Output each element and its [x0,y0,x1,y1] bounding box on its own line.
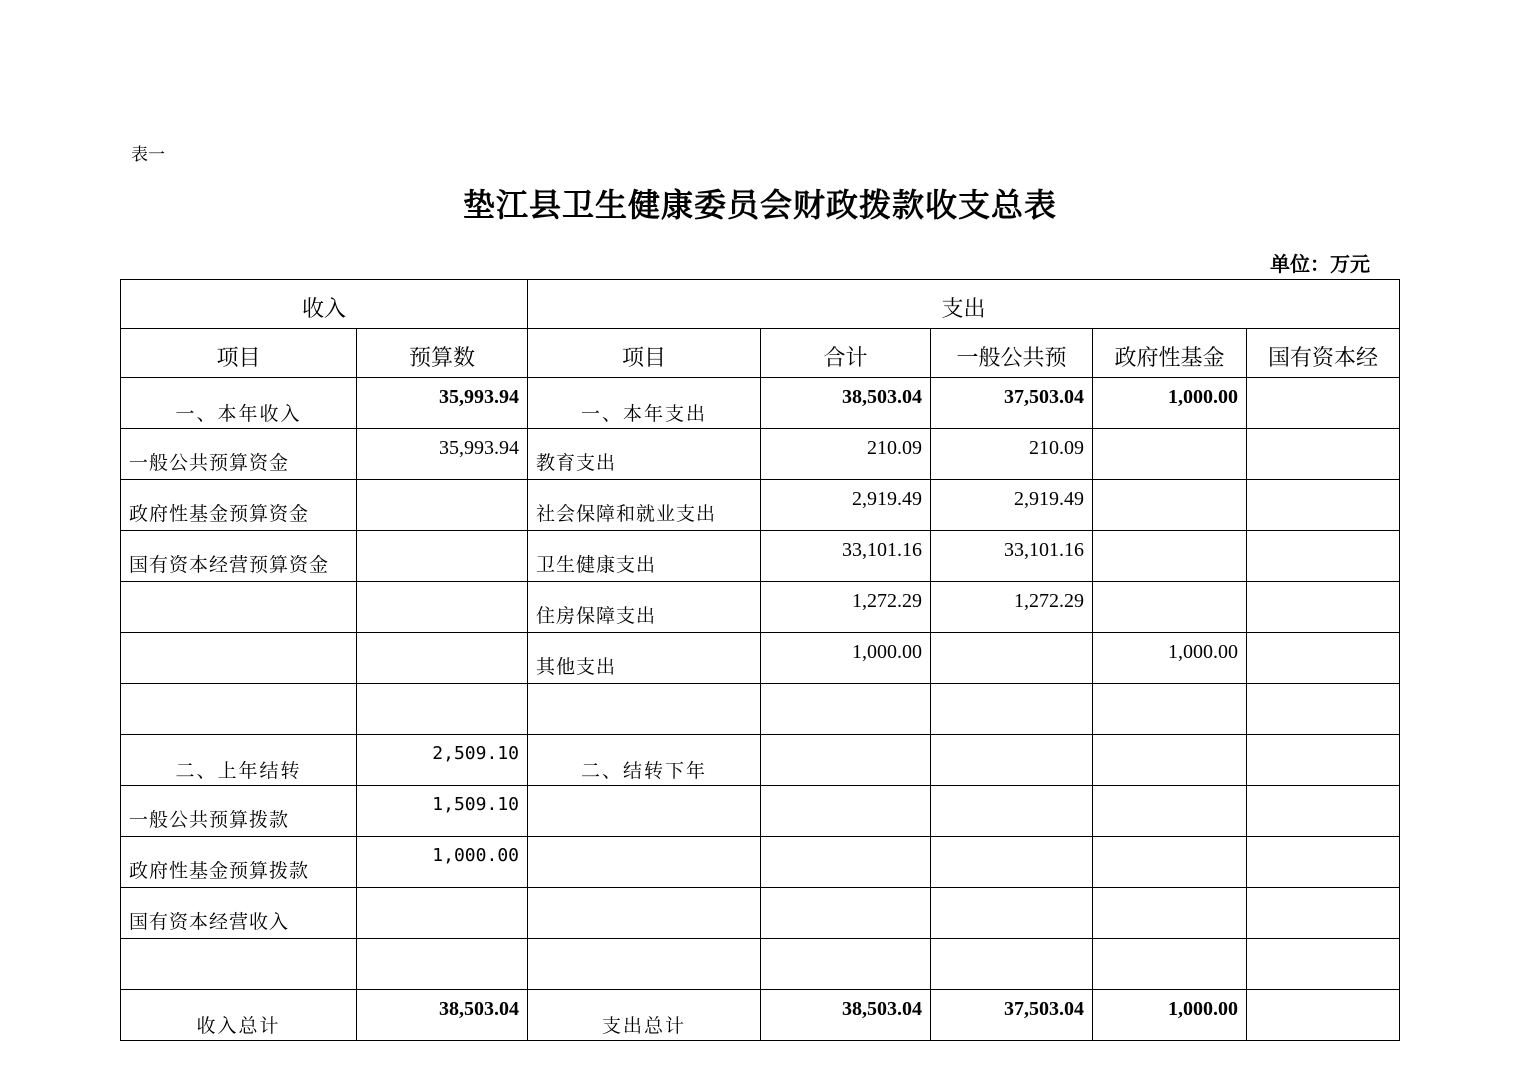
income-value [357,531,528,582]
expense-item: 其他支出 [528,633,761,684]
state-capital-value [1247,990,1400,1041]
total-value: 1,000.00 [761,633,931,684]
state-capital-value [1247,939,1400,990]
expense-item: 社会保障和就业支出 [528,480,761,531]
state-capital-value [1247,378,1400,429]
general-value: 210.09 [931,429,1093,480]
table-row [121,735,1400,786]
expense-item [528,786,761,837]
table-row [121,378,1400,429]
state-capital-value [1247,735,1400,786]
header-row-columns [121,329,1400,378]
general-value: 33,101.16 [931,531,1093,582]
table-label: 表一 [131,145,165,165]
state-capital-value [1247,480,1400,531]
general-value [931,684,1093,735]
total-value [761,684,931,735]
total-value: 2,919.49 [761,480,931,531]
state-capital-value [1247,684,1400,735]
income-value [357,939,528,990]
gov-fund-value [1093,582,1247,633]
income-value [357,480,528,531]
gov-fund-value [1093,735,1247,786]
income-item [121,684,357,735]
income-item: 一、本年收入 [121,378,357,429]
gov-fund-value: 1,000.00 [1093,633,1247,684]
gov-fund-value [1093,888,1247,939]
expense-item: 卫生健康支出 [528,531,761,582]
income-value [357,582,528,633]
income-value: 1,509.10 [357,786,528,837]
income-item-header: 项目 [121,329,357,378]
general-value [931,888,1093,939]
income-item: 政府性基金预算资金 [121,480,357,531]
expense-item-header: 项目 [528,329,761,378]
general-value [931,735,1093,786]
income-item: 国有资本经营预算资金 [121,531,357,582]
state-capital-value [1247,429,1400,480]
income-item: 一般公共预算资金 [121,429,357,480]
income-total-label: 收入总计 [121,990,357,1041]
gov-fund-value [1093,939,1247,990]
table-row [121,582,1400,633]
total-value: 1,272.29 [761,582,931,633]
state-capital-value [1247,837,1400,888]
income-item [121,633,357,684]
income-value: 1,000.00 [357,837,528,888]
total-value: 33,101.16 [761,531,931,582]
gov-fund-header: 政府性基金 [1093,329,1247,378]
state-capital-value [1247,582,1400,633]
expense-item: 住房保障支出 [528,582,761,633]
total-value [761,837,931,888]
income-item: 国有资本经营收入 [121,888,357,939]
expense-total-label: 支出总计 [528,990,761,1041]
gov-fund-value [1093,480,1247,531]
general-value [931,786,1093,837]
gov-fund-value [1093,786,1247,837]
expense-item [528,939,761,990]
gov-fund-value: 1,000.00 [1093,378,1247,429]
total-value: 38,503.04 [761,378,931,429]
total-value: 210.09 [761,429,931,480]
table-row [121,684,1400,735]
expense-item: 二、结转下年 [528,735,761,786]
state-capital-value [1247,888,1400,939]
income-value [357,888,528,939]
totals-row [121,990,1400,1041]
general-value: 2,919.49 [931,480,1093,531]
total-value [761,888,931,939]
general-value: 37,503.04 [931,378,1093,429]
total-value: 38,503.04 [761,990,931,1041]
income-value: 35,993.94 [357,378,528,429]
income-value [357,684,528,735]
expense-item: 教育支出 [528,429,761,480]
income-item [121,582,357,633]
state-capital-header: 国有资本经 [1247,329,1400,378]
income-value: 35,993.94 [357,429,528,480]
expense-item [528,684,761,735]
budget-table [120,279,1400,1041]
gov-fund-value [1093,684,1247,735]
total-value [761,735,931,786]
header-row-group [121,280,1400,329]
expense-item [528,837,761,888]
general-value [931,633,1093,684]
income-item [121,939,357,990]
table-row [121,633,1400,684]
expense-item [528,888,761,939]
gov-fund-value: 1,000.00 [1093,990,1247,1041]
state-capital-value [1247,633,1400,684]
total-value [761,786,931,837]
expense-item: 一、本年支出 [528,378,761,429]
general-value [931,837,1093,888]
general-value: 1,272.29 [931,582,1093,633]
table-row [121,888,1400,939]
table-row [121,429,1400,480]
income-budget-header: 预算数 [357,329,528,378]
income-value: 2,509.10 [357,735,528,786]
income-item: 一般公共预算拨款 [121,786,357,837]
table-row [121,786,1400,837]
total-header: 合计 [761,329,931,378]
table-row [121,480,1400,531]
page-title: 垫江县卫生健康委员会财政拨款收支总表 [462,186,1057,224]
gov-fund-value [1093,837,1247,888]
unit-label: 单位：万元 [1270,252,1370,276]
state-capital-value [1247,786,1400,837]
total-value [761,939,931,990]
expense-header: 支出 [528,280,1400,329]
income-value [357,633,528,684]
general-public-header: 一般公共预 [931,329,1093,378]
income-total-value: 38,503.04 [357,990,528,1041]
general-value [931,939,1093,990]
gov-fund-value [1093,531,1247,582]
table-row [121,837,1400,888]
table-row [121,939,1400,990]
income-item: 二、上年结转 [121,735,357,786]
income-header: 收入 [121,280,528,329]
state-capital-value [1247,531,1400,582]
income-item: 政府性基金预算拨款 [121,837,357,888]
gov-fund-value [1093,429,1247,480]
general-value: 37,503.04 [931,990,1093,1041]
table-row [121,531,1400,582]
